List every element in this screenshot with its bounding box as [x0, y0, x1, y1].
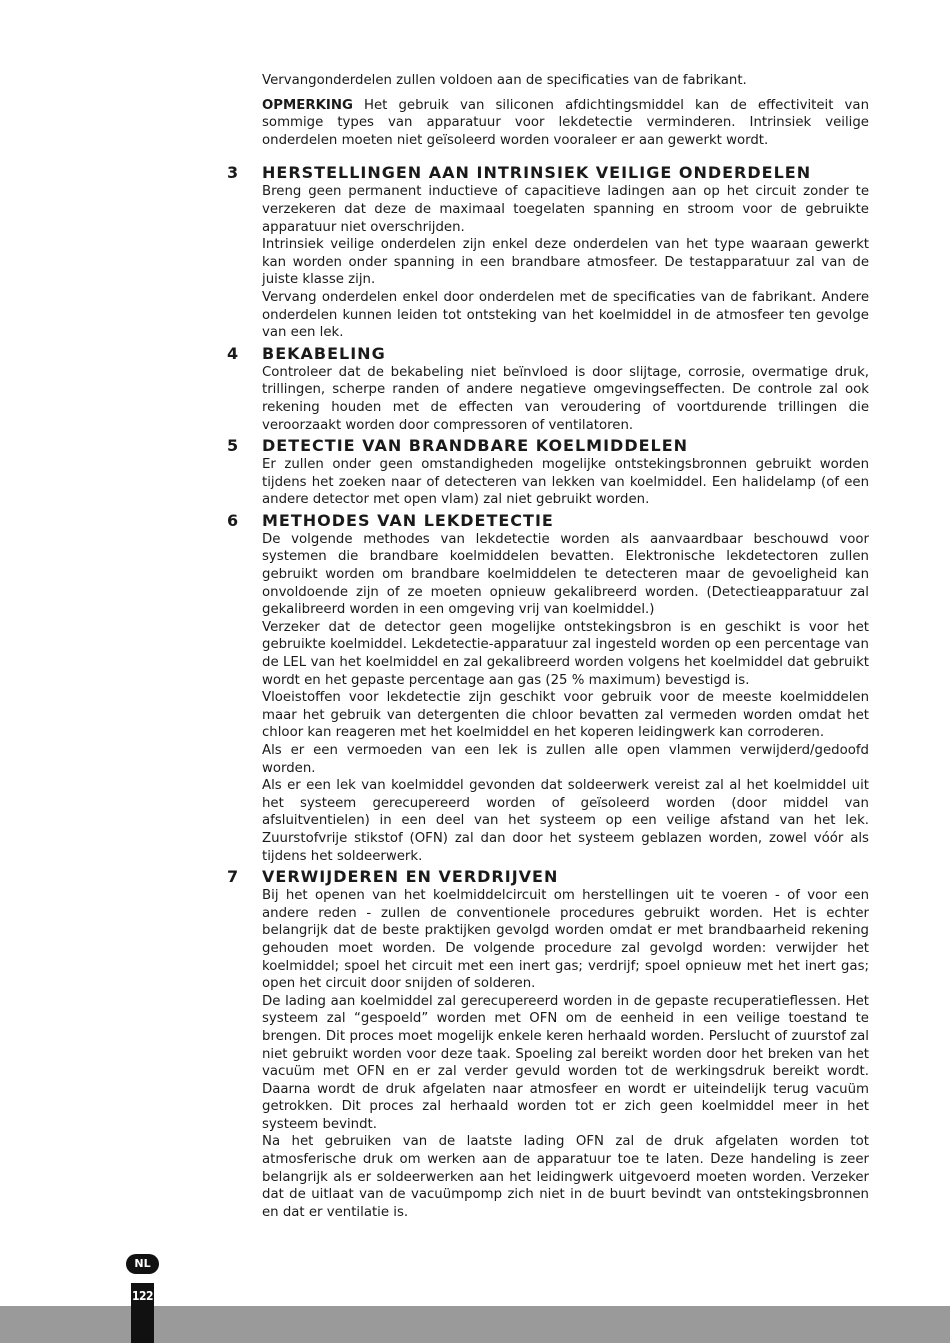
section-title: DETECTIE VAN BRANDBARE KOELMIDDELEN	[262, 436, 689, 456]
note-paragraph	[262, 97, 869, 150]
page-number: 122	[131, 1289, 154, 1303]
page-content	[0, 72, 950, 1221]
paragraph: De volgende methodes van lekdetectie worden als aanvaardbaar beschouwd voor systemen die brandbare koelmiddelen bevatten. Elektronische lekdetectoren zullen gebruikt worden om brandbare koelmiddelen te detecteren maar de gevoeligheid kan onvoldoende zijn of ze moeten opnieuw gekalibreerd worden. (Detectieapparatuur zal gekalibreerd worden in een omgeving vrij van koelmiddel.)	[262, 531, 869, 618]
section-title: HERSTELLINGEN AAN INTRINSIEK VEILIGE ONDERDELEN	[262, 163, 812, 183]
paragraph: Breng geen permanent inductieve of capacitieve ladingen aan op het circuit zonder te verzekeren dat deze de maximaal toegelaten spanning en stroom voor de gebruikte apparatuur niet overschrijden.	[262, 184, 869, 235]
section-title: METHODES VAN LEKDETECTIE	[262, 510, 554, 530]
paragraph: Vloeistoffen voor lekdetectie zijn geschikt voor gebruik voor de meeste koelmiddelen maar het gebruik van detergenten die chloor bevatten zal vermeden worden omdat het chloor kan reageren met het koelmiddel en het koperen leidingwerk kan corroderen.	[262, 690, 869, 741]
section-title: VERWIJDEREN EN VERDRIJVEN	[262, 867, 559, 887]
paragraph: Als er een vermoeden van een lek is zullen alle open vlammen verwijderd/gedoofd worden.	[262, 743, 869, 776]
paragraph: Na het gebruiken van de laatste lading OFN zal de druk afgelaten worden tot atmosferische druk om werken aan de apparatuur toe te laten. Deze handeling is zeer belangrijk als er soldeerwerken aan het leidingwerk uitgevoerd moeten worden. Verzeker dat de uitlaat van de vacuümpomp zich niet in de buurt bevindt van ontstekingsbronnen en dat er ventilatie is.	[262, 1134, 869, 1220]
paragraph: Als er een lek van koelmiddel gevonden dat soldeerwerk vereist zal al het koelmiddel uit het systeem gerecupereerd worden of geïsoleerd worden (door middel van afsluitventielen) in een deel van het systeem op een veilige afstand van het lek. Zuurstofvrije stikstof (OFN) zal dan door het systeem geblazen worden, zowel vóór als tijdens het soldeerwerk.	[262, 778, 869, 864]
paragraph: Vervang onderdelen enkel door onderdelen met de specificaties van de fabrikant. Andere onderdelen kunnen leiden tot ontsteking van het koelmiddel in de atmosfeer ten gevolge van een lek.	[262, 289, 869, 341]
section-number: 3	[227, 163, 239, 183]
section-number: 5	[227, 436, 239, 456]
note-text: Het gebruik van siliconen afdichtingsmiddel kan de effectiviteit van sommige types van apparatuur voor lekdetectie verminderen. Intrinsiek veilige onderdelen moeten niet geïsoleerd worden vooraleer er aan gewerkt wordt.	[262, 97, 869, 148]
section-number: 4	[227, 343, 239, 363]
paragraph: Verzeker dat de detector geen mogelijke ontstekingsbron is en geschikt is voor het gebruikte koelmiddel. Lekdetectie-apparatuur zal ingesteld worden op een percentage van de LEL van het koelmiddel en zal gekalibreerd worden volgens het koelmiddel dat gebruikt wordt en het gepaste percentage aan gas (25 % maximum) bevestigd is.	[262, 619, 869, 688]
section-body	[262, 456, 869, 509]
section-5	[0, 436, 950, 509]
intro-paragraph: Vervangonderdelen zullen voldoen aan de specificaties van de fabrikant.	[262, 73, 747, 88]
section-4	[0, 344, 950, 434]
section-title: BEKABELING	[262, 343, 386, 363]
section-7	[0, 867, 950, 1221]
section-3	[0, 163, 950, 341]
intro	[262, 72, 869, 149]
section-number: 7	[227, 867, 239, 887]
note-label: OPMERKING	[262, 97, 353, 113]
section-number: 6	[227, 510, 239, 530]
paragraph: Intrinsiek veilige onderdelen zijn enkel deze onderdelen van het type waaraan gewerkt kan worden onder spanning in een brandbare atmosfeer. De testapparatuur zal van de juiste klasse zijn.	[262, 237, 869, 288]
section-6	[0, 511, 950, 865]
paragraph: Controleer dat de bekabeling niet beïnvloed is door slijtage, corrosie, overmatige druk, trillingen, scherpe randen of andere negatieve omgevingseffecten. De controle zal ook rekening houden met de effecten van veroudering of voortdurende trillingen die veroorzaakt worden door compressoren of ventilatoren.	[262, 364, 869, 433]
language-badge: NL	[126, 1254, 159, 1274]
section-body	[262, 364, 869, 434]
section-body	[262, 531, 869, 865]
paragraph: Bij het openen van het koelmiddelcircuit om herstellingen uit te voeren - of voor een andere reden - zullen de conventionele procedures gebruikt worden. Het is echter belangrijk dat de beste praktijken gevolgd worden omdat er met brandbaarheid rekening gehouden moet worden. De volgende procedure zal gevolgd worden: verwijder het koelmiddel; spoel het circuit met een inert gas; verdrijf; spoel opnieuw met het inert gas; open het circuit door snijden of solderen.	[262, 888, 869, 992]
section-body	[262, 183, 869, 341]
section-body	[262, 887, 869, 1221]
paragraph: De lading aan koelmiddel zal gerecupereerd worden in de gepaste recuperatieflessen. Het systeem zal “gespoeld” worden met OFN om de eenheid in een veilige toestand te brengen. Dit proces moet mogelijk enkele keren herhaald worden. Perslucht of zuurstof zal niet gebruikt worden voor deze taak. Spoeling zal bereikt worden door het breken van het vacuüm met OFN en er zal verder gevuld worden tot de werkingsdruk bereikt wordt. Daarna wordt de druk afgelaten naar atmosfeer en wordt er uiteindelijk terug vacuüm getrokken. Dit proces zal herhaald worden tot er zich geen koelmiddel meer in het systeem bevindt.	[262, 993, 869, 1132]
paragraph: Er zullen onder geen omstandigheden mogelijke ontstekingsbronnen gebruikt worden tijdens het zoeken naar of detecteren van lekken van koelmiddel. Een halidelamp (of een andere detector met open vlam) zal niet gebruikt worden.	[262, 457, 869, 508]
